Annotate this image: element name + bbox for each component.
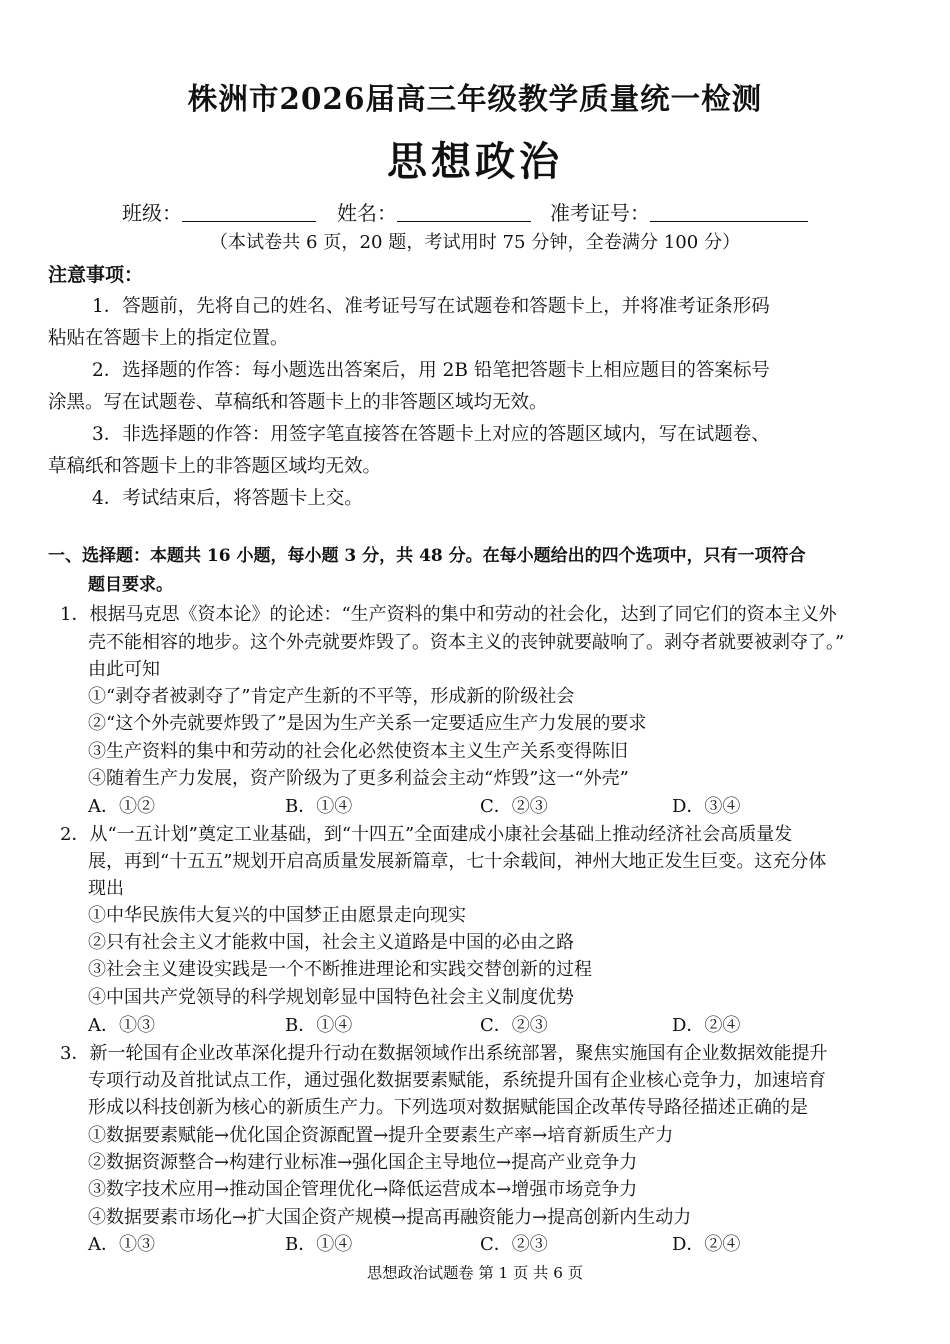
option-a: A．①③ (88, 1234, 155, 1255)
question-item: ③社会主义建设实践是一个不断推进理论和实践交替创新的过程 (88, 959, 592, 980)
question-stem: 形成以科技创新为核心的新质生产力。下列选项对数据赋能国企改革传导路径描述正确的是 (88, 1097, 808, 1118)
question-item: ③数字技术应用→推动国企管理优化→降低运营成本→增强市场竞争力 (88, 1179, 638, 1200)
question-stem: 壳不能相容的地步。这个外壳就要炸毁了。资本主义的丧钟就要敲响了。剥夺者就要被剥夺了。” (88, 632, 845, 653)
question-stem: 展，再到“十五五”规划开启高质量发展新篇章，七十余载间，神州大地正发生巨变。这充分体 (88, 851, 827, 872)
notice-line: 涂黑。写在试题卷、草稿纸和答题卡上的非答题区域均无效。 (48, 392, 548, 413)
question-stem: 2．从“一五计划”奠定工业基础，到“十四五”全面建成小康社会基础上推动经济社会高质量发 (60, 824, 793, 845)
section-heading-cont: 题目要求。 (88, 575, 173, 595)
notice-line: 粘贴在答题卡上的指定位置。 (48, 328, 289, 349)
notice-line: 4．考试结束后，将答题卡上交。 (92, 488, 363, 509)
id-blank (650, 203, 808, 222)
exam-note: （本试卷共 6 页，20 题，考试用时 75 分钟，全卷满分 100 分） (209, 232, 741, 253)
subject-title: 思想政治 (387, 139, 563, 185)
option-c: C．②③ (480, 1015, 548, 1036)
option-b: B．①④ (285, 1234, 353, 1255)
page-footer: 思想政治试题卷 第 1 页 共 6 页 (366, 1264, 584, 1282)
id-label: 准考证号： (550, 201, 650, 225)
option-b: B．①④ (285, 796, 353, 817)
question-item: ②“这个外壳就要炸毁了”是因为生产关系一定要适应生产力发展的要求 (88, 713, 647, 734)
notice-heading: 注意事项： (48, 264, 144, 286)
question-item: ②数据资源整合→构建行业标准→强化国企主导地位→提高产业竞争力 (88, 1152, 638, 1173)
question-item: ④随着生产力发展，资产阶级为了更多利益会主动“炸毁”这一“外壳” (88, 768, 629, 789)
question-item: ①“剥夺者被剥夺了”肯定产生新的不平等，形成新的阶级社会 (88, 686, 575, 707)
option-c: C．②③ (480, 796, 548, 817)
question-stem: 由此可知 (88, 659, 160, 680)
option-d: D．②④ (672, 1015, 741, 1036)
option-c: C．②③ (480, 1234, 548, 1255)
option-d: D．③④ (672, 796, 741, 817)
exam-title: 株洲市2026届高三年级教学质量统一检测 (187, 81, 763, 116)
question-stem: 现出 (88, 878, 124, 899)
question-item: ①数据要素赋能→优化国企资源配置→提升全要素生产率→培育新质生产力 (88, 1125, 674, 1146)
question-item: ③生产资料的集中和劳动的社会化必然使资本主义生产关系变得陈旧 (88, 741, 628, 762)
question-stem: 3．新一轮国有企业改革深化提升行动在数据领域作出系统部署，聚焦实施国有企业数据效能提升 (60, 1043, 828, 1064)
notice-line: 草稿纸和答题卡上的非答题区域均无效。 (48, 456, 382, 477)
option-a: A．①③ (88, 1015, 155, 1036)
notice-line: 2．选择题的作答：每小题选出答案后，用 2B 铅笔把答题卡上相应题目的答案标号 (92, 360, 770, 381)
name-field (337, 197, 531, 226)
question-item: ②只有社会主义才能救中国，社会主义道路是中国的必由之路 (88, 932, 574, 953)
class-field (122, 197, 316, 226)
question-item: ①中华民族伟大复兴的中国梦正由愿景走向现实 (88, 905, 466, 926)
question-stem: 专项行动及首批试点工作，通过强化数据要素赋能，系统提升国有企业核心竞争力，加速培育 (88, 1070, 826, 1091)
class-blank (182, 203, 316, 222)
name-label: 姓名： (337, 201, 397, 225)
question-item: ④中国共产党领导的科学规划彰显中国特色社会主义制度优势 (88, 987, 574, 1008)
section-heading: 一、选择题：本题共 16 小题，每小题 3 分，共 48 分。在每小题给出的四个选项中，只有一项符合 (48, 546, 806, 566)
question-item: ④数据要素市场化→扩大国企资产规模→提高再融资能力→提高创新内生动力 (88, 1207, 692, 1228)
class-label: 班级： (122, 201, 182, 225)
name-blank (397, 203, 531, 222)
option-d: D．②④ (672, 1234, 741, 1255)
option-a: A．①② (88, 796, 155, 817)
notice-line: 1．答题前，先将自己的姓名、准考证号写在试题卷和答题卡上，并将准考证条形码 (92, 296, 770, 317)
id-field (550, 197, 808, 226)
question-stem: 1．根据马克思《资本论》的论述：“生产资料的集中和劳动的社会化，达到了同它们的资本主义外 (60, 604, 837, 625)
option-b: B．①④ (285, 1015, 353, 1036)
notice-line: 3．非选择题的作答：用签字笔直接答在答题卡上对应的答题区域内，写在试题卷、 (92, 424, 770, 445)
